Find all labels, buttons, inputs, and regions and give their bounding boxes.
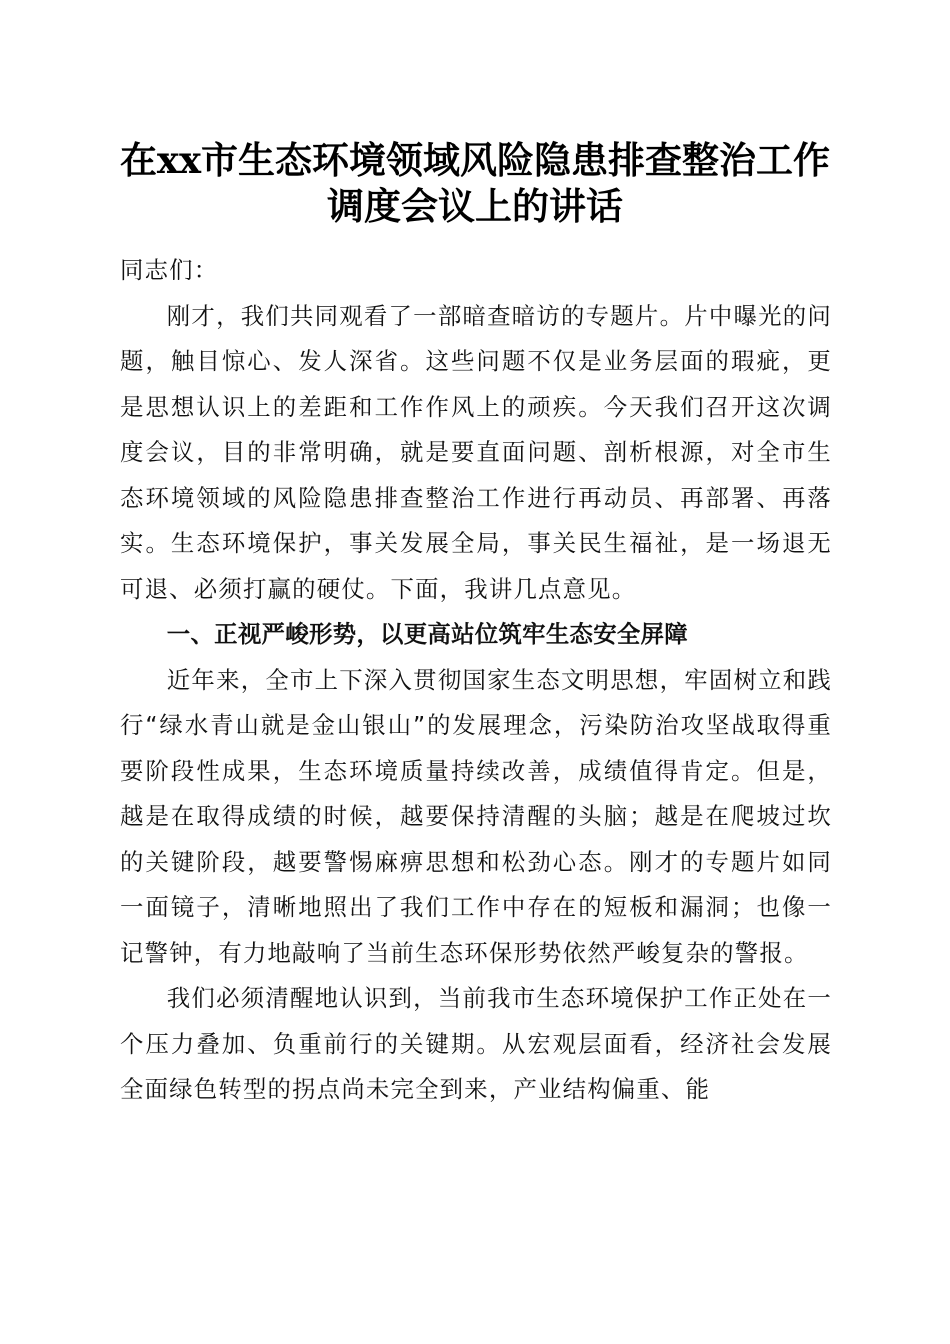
- paragraph-opening: 刚才，我们共同观看了一部暗查暗访的专题片。片中曝光的问题，触目惊心、发人深省。这些问题不仅是业务层面的瑕疵，更是思想认识上的差距和工作作风上的顽疾。今天我们召开这次调度会议，目的非常明确，就是要直面问题、剖析根源，对全市生态环境领域的风险隐患排查整治工作进行再动员、再部署、再落实。生态环境保护，事关发展全局，事关民生福祉，是一场退无可退、必须打赢的硬仗。下面，我讲几点意见。: [120, 301, 832, 603]
- section-1-paragraph-2: 我们必须清醒地认识到，当前我市生态环境保护工作正处在一个压力叠加、负重前行的关键期。从宏观层面看，经济社会发展全面绿色转型的拐点尚未完全到来，产业结构偏重、能: [120, 984, 832, 1103]
- section-1-paragraph-1: 近年来，全市上下深入贯彻国家生态文明思想，牢固树立和践行“绿水青山就是金山银山”的发展理念，污染防治攻坚战取得重要阶段性成果，生态环境质量持续改善，成绩值得肯定。但是，越是在取得成绩的时候，越要保持清醒的头脑；越是在爬坡过坎的关键阶段，越要警惕麻痹思想和松劲心态。刚才的专题片如同一面镜子，清晰地照出了我们工作中存在的短板和漏洞；也像一记警钟，有力地敲响了当前生态环保形势依然严峻复杂的警报。: [120, 665, 832, 967]
- section-heading-1: 一、正视严峻形势，以更高站位筑牢生态安全屏障: [166, 620, 688, 648]
- salutation: 同志们：: [120, 256, 219, 284]
- document-body: [120, 248, 832, 1113]
- document-title-line-2: 调度会议上的讲话: [327, 184, 623, 228]
- document-title-line-1: 在xx市生态环境领域风险隐患排查整治工作: [119, 138, 831, 182]
